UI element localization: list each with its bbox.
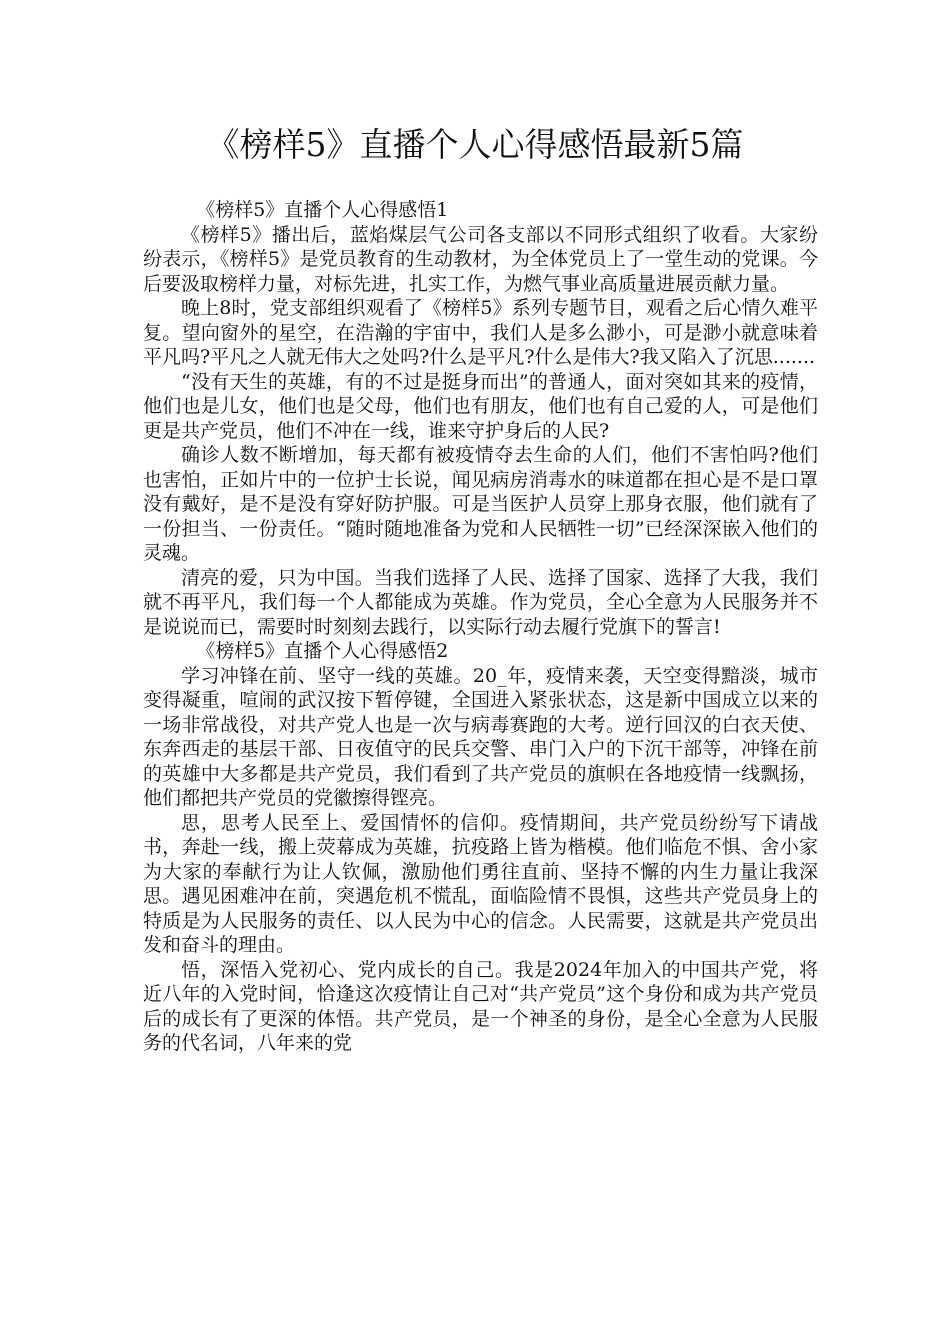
document-body bbox=[143, 198, 818, 1056]
document-title: 《榜样5》直播个人心得感悟最新5篇 bbox=[206, 125, 744, 164]
paragraph: 清亮的爱，只为中国。当我们选择了人民、选择了国家、选择了大我，我们就不再平凡，我们每一个人都能成为英雄。作为党员，全心全意为人民服务并不是说说而已，需要时时刻刻去践行，以实际行动去履行党旗下的誓言! bbox=[143, 566, 818, 638]
paragraph: 晚上8时，党支部组织观看了《榜样5》系列专题节目，观看之后心情久难平复。望向窗外的星空，在浩瀚的宇宙中，我们人是多么渺小，可是渺小就意味着平凡吗?平凡之人就无伟大之处吗?什么是平凡?什么是伟大?我又陷入了沉思....... bbox=[143, 297, 818, 368]
section-heading: 《榜样5》直播个人心得感悟1 bbox=[196, 199, 449, 221]
section-heading: 《榜样5》直播个人心得感悟2 bbox=[196, 640, 449, 662]
paragraph: 确诊人数不断增加，每天都有被疫情夺去生命的人们，他们不害怕吗?他们也害怕，正如片中的一位护士长说，闻见病房消毒水的味道都在担心是不是口罩没有戴好，是不是没有穿好防护服。可是当医护人员穿上那身衣服，他们就有了一份担当、一份责任。“随时随地准备为党和人民牺牲一切”已经深深嵌入他们的灵魂。 bbox=[143, 444, 818, 564]
paragraph: 《榜样5》播出后，蓝焰煤层气公司各支部以不同形式组织了收看。大家纷纷表示，《榜样5》是党员教育的生动教材，为全体党员上了一堂生动的党课。今后要汲取榜样力量，对标先进，扎实工作，为燃气事业高质量进展贡献力量。 bbox=[143, 223, 818, 295]
paragraph: 学习冲锋在前、坚守一线的英雄。20_年，疫情来袭，天空变得黯淡，城市变得凝重，喧闹的武汉按下暂停键，全国进入紧张状态，这是新中国成立以来的一场非常战役，对共产党人也是一次与病毒赛跑的大考。逆行回汉的白衣天使、东奔西走的基层干部、日夜值守的民兵交警、串门入户的下沉干部等，冲锋在前的英雄中大多都是共产党员，我们看到了共产党员的旗帜在各地疫情一线飘扬，他们都把共产党员的党徽擦得铿亮。 bbox=[143, 664, 818, 809]
paragraph: 思，思考人民至上、爱国情怀的信仰。疫情期间，共产党员纷纷写下请战书，奔赴一线，搬上荧幕成为英雄，抗疫路上皆为楷模。他们临危不惧、舍小家为大家的奉献行为让人钦佩，激励他们勇往直前、坚持不懈的内生力量让我深思。遇见困难冲在前，突遇危机不慌乱，面临险情不畏惧，这些共产党员身上的特质是为人民服务的责任、以人民为中心的信念。人民需要，这就是共产党员出发和奋斗的理由。 bbox=[143, 811, 818, 956]
paragraph: “没有天生的英雄，有的不过是挺身而出”的普通人，面对突如其来的疫情，他们也是儿女，他们也是父母，他们也有朋友，他们也有自己爱的人，可是他们更是共产党员，他们不冲在一线，谁来守护身后的人民? bbox=[143, 370, 818, 442]
paragraph: 悟，深悟入党初心、党内成长的自己。我是2024年加入的中国共产党，将近八年的入党时间，恰逢这次疫情让自己对“共产党员”这个身份和成为共产党员后的成长有了更深的体悟。共产党员，是一个神圣的身份，是全心全意为人民服务的代名词，八年来的党 bbox=[143, 958, 818, 1054]
